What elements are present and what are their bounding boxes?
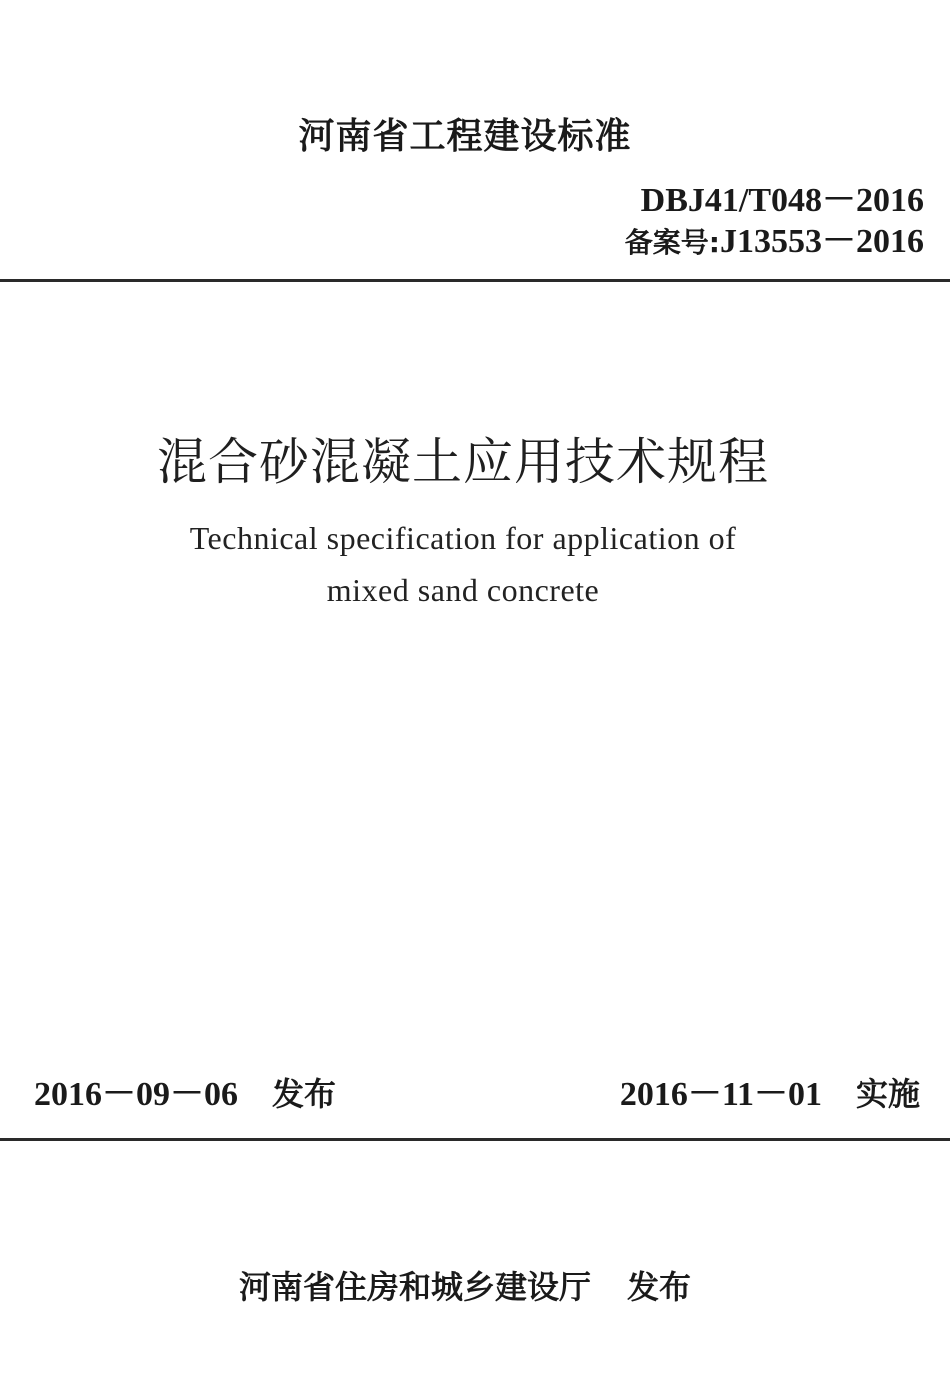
- issue-date-block: [34, 1066, 336, 1115]
- document-title-english-line1: Technical specification for application of: [189, 520, 737, 556]
- document-title-english-line2: mixed sand concrete: [326, 572, 600, 608]
- top-divider: [0, 279, 950, 282]
- record-number: J13553－2016: [720, 223, 924, 260]
- standard-code: DBJ41/T048－2016: [640, 182, 924, 219]
- publisher-name: 河南省住房和城乡建设厅: [238, 1268, 591, 1306]
- issue-label: 发布: [272, 1075, 337, 1113]
- effective-label: 实施: [855, 1075, 920, 1113]
- document-title-chinese: 混合砂混凝土应用技术规程: [157, 433, 769, 491]
- effective-date-block: [620, 1066, 920, 1115]
- effective-date: 2016－11－01: [619, 1076, 822, 1113]
- issue-date: 2016－09－06: [34, 1076, 238, 1113]
- series-title: 河南省工程建设标准: [298, 116, 632, 157]
- record-label: 备案号:: [624, 226, 720, 259]
- publisher-line: [0, 1262, 930, 1308]
- bottom-divider: [0, 1138, 950, 1141]
- publish-label: 发布: [627, 1268, 692, 1306]
- record-number-line: [625, 213, 924, 262]
